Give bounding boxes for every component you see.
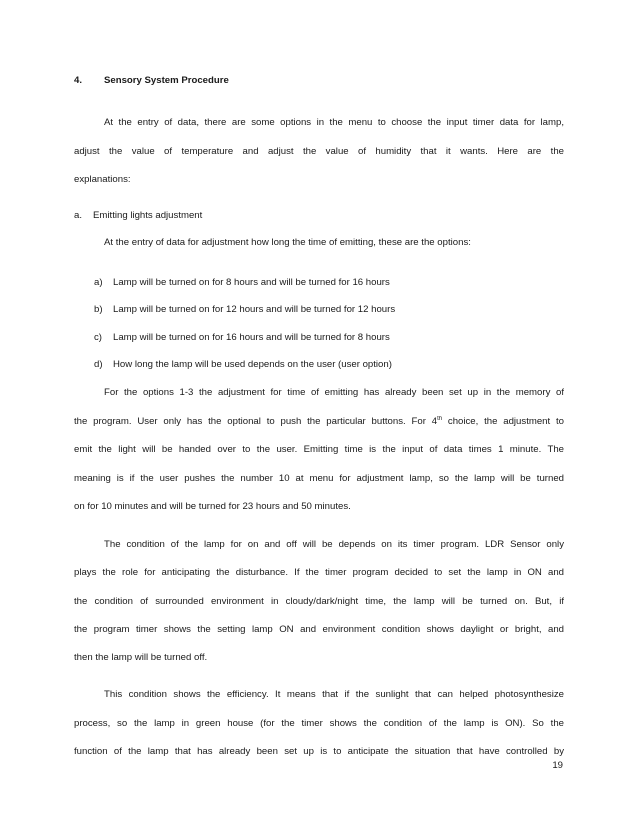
intro-line-1: At the entry of data, there are some options in the menu to choose the input timer data for lamp, <box>104 117 564 128</box>
para3-line-3: function of the lamp that has already been set up is to anticipate the situation that have controlled by <box>74 746 564 757</box>
intro-line-3: explanations: <box>74 174 131 185</box>
para1-line-4: meaning is if the user pushes the number 10 at menu for adjustment lamp, so the lamp will be turned <box>74 473 564 484</box>
subsection-a-label: a. <box>74 210 83 221</box>
section-heading <box>74 75 229 87</box>
option-text: How long the lamp will be used depends on the user (user option) <box>113 359 392 370</box>
option-item <box>94 332 564 344</box>
para1-line-1: For the options 1-3 the adjustment for time of emitting has already been set up in the memory of <box>104 387 564 398</box>
option-label: c) <box>94 332 102 343</box>
para1-line-5: on for 10 minutes and will be turned for 23 hours and 50 minutes. <box>74 501 351 512</box>
option-text: Lamp will be turned on for 8 hours and will be turned for 16 hours <box>113 277 390 288</box>
option-label: d) <box>94 359 103 370</box>
option-item <box>94 277 564 289</box>
para1-line-3: emit the light will be handed over to the user. Emitting time is the input of data times 1 minute. The <box>74 444 564 455</box>
subsection-a-lead: At the entry of data for adjustment how long the time of emitting, these are the options: <box>104 237 471 248</box>
option-label: a) <box>94 277 103 288</box>
option-text: Lamp will be turned on for 16 hours and will be turned for 8 hours <box>113 332 390 343</box>
para2-line-4: the program timer shows the setting lamp ON and environment condition shows daylight or bright, and <box>74 624 564 635</box>
para2-line-5: then the lamp will be turned off. <box>74 652 208 663</box>
option-label: b) <box>94 304 103 315</box>
section-title: Sensory System Procedure <box>104 75 229 86</box>
section-number: 4. <box>74 75 83 86</box>
option-text: Lamp will be turned on for 12 hours and will be turned for 12 hours <box>113 304 396 315</box>
para3-line-2: process, so the lamp in green house (for the timer shows the condition of the lamp is ON). So the <box>74 718 564 729</box>
subsection-a-title: Emitting lights adjustment <box>93 210 203 221</box>
para2-line-2: plays the role for anticipating the disturbance. If the timer program decided to set the lamp in ON and <box>74 567 564 578</box>
option-item <box>94 304 564 316</box>
para1-line-2: the program. User only has the optional to push the particular buttons. For 4th choice, the adjustment to <box>74 416 564 427</box>
option-item <box>94 359 564 371</box>
para2-line-3: the condition of surrounded environment in cloudy/dark/night time, the lamp will be turned on. But, if <box>74 596 564 607</box>
subsection-a-heading <box>74 210 564 222</box>
page-number: 19 <box>552 760 563 771</box>
para3-line-1: This condition shows the efficiency. It means that if the sunlight that can helped photosynthesize <box>104 689 564 700</box>
intro-line-2: adjust the value of temperature and adjust the value of humidity that it wants. Here are the <box>74 146 564 157</box>
para2-line-1: The condition of the lamp for on and off will be depends on its timer program. LDR Sensor only <box>104 539 564 550</box>
